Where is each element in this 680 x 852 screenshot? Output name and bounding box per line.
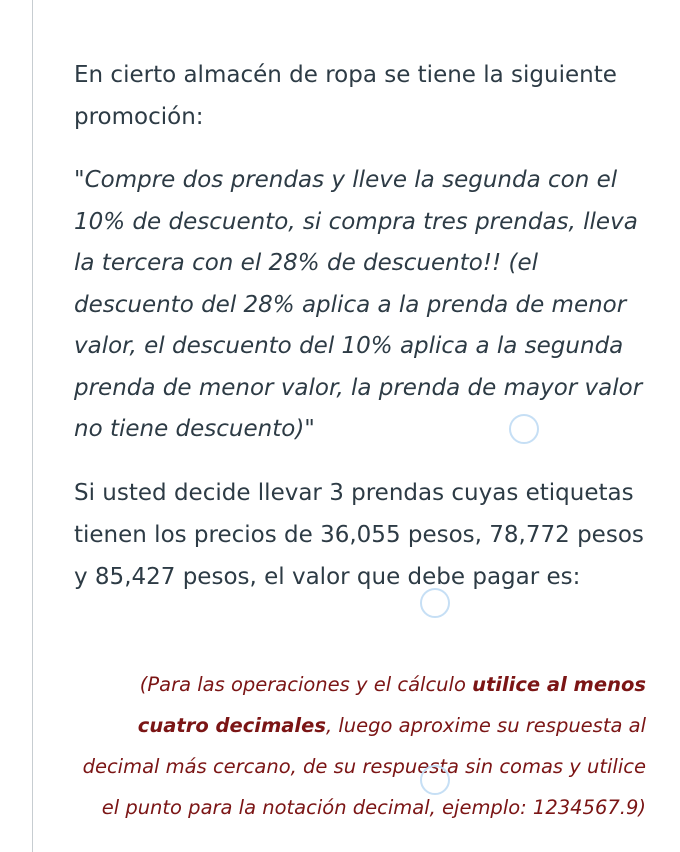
radio-option-1[interactable] — [509, 414, 539, 444]
left-divider — [32, 0, 33, 852]
question-intro: En cierto almacén de ropa se tiene la siguiente promoción: — [74, 62, 617, 130]
promotion-text: "Compre dos prendas y lleve la segunda con el 10% de descuento, si compra tres prendas, lleva la tercera con el 28% de descuento!! (el descuento del 28% aplica a la prenda de menor valor, el descuento del 10% aplica a la segunda prenda de menor valor, la prenda de mayor valor no tiene descuento)" — [74, 167, 643, 442]
note-text-2: , luego aproxime su respuesta al decimal más cercano, de su respuesta sin comas y utilice el punto para la notación decimal, ejemplo: 1234567.9) — [82, 714, 646, 819]
note-text-1: (Para las operaciones y el cálculo — [139, 673, 473, 696]
question-prompt: Si usted decide llevar 3 prendas cuyas etiquetas tienen los precios de 36,055 pesos, 78,772 pesos y 85,427 pesos, el valor que debe pagar es: — [74, 479, 644, 590]
note-bold: utilice al menos cuatro decimales — [137, 673, 646, 737]
question-body — [74, 54, 654, 598]
radio-option-3[interactable] — [420, 765, 450, 795]
instructions-note — [74, 664, 646, 828]
radio-option-2[interactable] — [420, 588, 450, 618]
